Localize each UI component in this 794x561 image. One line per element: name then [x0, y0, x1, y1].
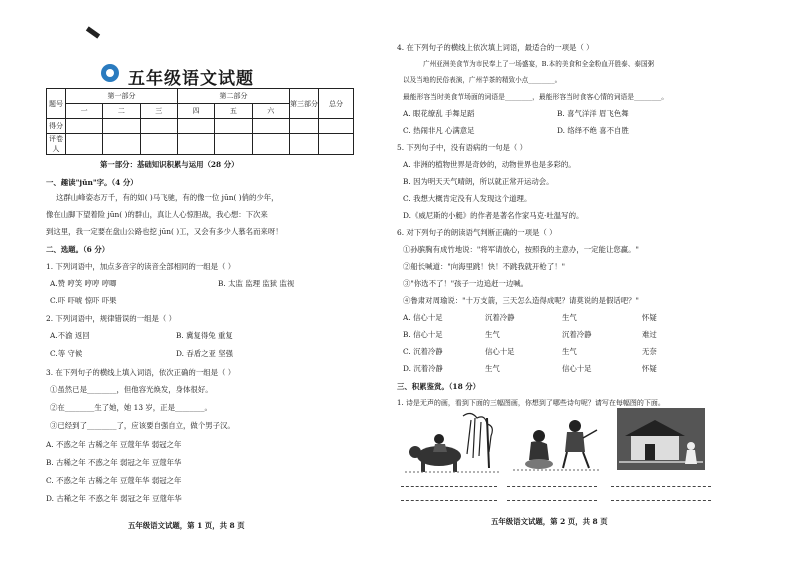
part1-heading: 第一部分：基础知识积累与运用（28 分）: [100, 160, 239, 169]
q2-3-option[interactable]: B. 古稀之年 不惑之年 弱冠之年 豆蔻年华: [46, 458, 182, 467]
q2-3-line: ③已经到了________了，应该要自强自立，做个男子汉。: [50, 421, 235, 430]
q4-stem: 4. 在下列句子的横线上依次填上词语，最适合的一项是（ ）: [397, 43, 594, 52]
q5-option[interactable]: C. 我想大概肯定没有人发现这个道理。: [403, 194, 532, 203]
page-footer: 五年级语文试题，第 2 页，共 8 页: [491, 517, 608, 526]
q4-option[interactable]: C. 热闹非凡 心满意足: [403, 126, 475, 135]
q6-line: ①孙膑胸有成竹地说："将军请放心，按照我的主意办，一定能让您赢。": [403, 245, 639, 254]
q2-1-option[interactable]: B. 太监 监理 监狱 监视: [218, 279, 295, 288]
answer-line[interactable]: [507, 486, 597, 487]
answer-line[interactable]: [401, 486, 497, 487]
q2-1-option[interactable]: C.吓 吓唬 惊吓 吓果: [50, 296, 117, 305]
score-table: 题号 第一部分 第二部分 第三部分 总分 一 二 三 四 五 六 得分 评卷人: [46, 88, 354, 155]
q5-option[interactable]: B. 因为明天天气晴朗，所以就正常开运动会。: [403, 177, 554, 186]
q2-1-option[interactable]: A.赞 哼笑 哼哼 哼唧: [50, 279, 117, 288]
poem-illustration-ox: [401, 412, 505, 474]
q2-2-option[interactable]: A.不渝 返回: [50, 331, 90, 340]
q1-line: 这群山峰姿态万千，有的如( )马飞驰，有的像一位 jūn( )俏的少年，: [56, 193, 279, 202]
q6-line: ③"你选不了！"孩子一边追赶一边喊。: [403, 279, 529, 288]
q5-option[interactable]: D.《威尼斯的小艇》的作者是著名作家马克·吐温写的。: [403, 211, 584, 220]
q6-line: ④鲁肃对周瑜说："十万支箭，三天怎么造得成呢？请莫说的是假话吧？": [403, 296, 639, 305]
q2-2-stem: 2. 下列词语中，规律错误的一组是（ ）: [46, 314, 177, 323]
badge-icon: [96, 62, 124, 84]
poem-illustration-hut: [615, 406, 707, 472]
q2-3-line: ②在________生了她，她 13 岁，正是________。: [50, 403, 212, 412]
q4-option[interactable]: D. 络绎不绝 喜不自胜: [557, 126, 629, 135]
q2-3-option[interactable]: A. 不惑之年 古稀之年 豆蔻年华 弱冠之年: [46, 440, 182, 449]
q2-2-option[interactable]: D. 吞盾之亚 坚强: [176, 349, 234, 358]
q5-option[interactable]: A. 非洲的植物世界是奇妙的，动物世界也是多彩的。: [403, 160, 576, 169]
q2-1-stem: 1. 下列词语中，加点多音字的读音全部相同的一组是（ ）: [46, 262, 236, 271]
answer-line[interactable]: [507, 500, 597, 501]
answer-line[interactable]: [611, 500, 711, 501]
q2-2-option[interactable]: B. 冀复得兔 重复: [176, 331, 233, 340]
q4-option[interactable]: B. 喜气洋洋 眉飞色舞: [557, 109, 629, 118]
q4-option[interactable]: A. 眼花缭乱 手舞足蹈: [403, 109, 475, 118]
q6-stem: 6. 对下列句子的朗读语气判断正确的一项是（ ）: [397, 228, 557, 237]
q4-text: 广州亚洲美食节为市民奉上了一场盛宴，B.本的美食和全金粉血开胜泰、泰国粥: [423, 60, 655, 68]
q2-heading: 二、选题。（6 分）: [46, 245, 110, 254]
answer-line[interactable]: [401, 500, 497, 501]
exam-page-2: 4. 在下列句子的横线上依次填上词语，最适合的一项是（ ） 广州亚洲美食节为市民奉上了一场盛宴，B.本的美食和全金粉血开胜泰、泰国粥 以及当地的民俗表演，广州芋茶的精致小点________。 最能形容当时美食节场面的词语是________，最能形容当时食客心情的词语是________。 A. 眼花缭乱 手舞足蹈 B. 喜气洋洋 眉飞色舞 C. 热闹非凡 心满意足 D. 络绎不绝 喜不自胜 5. 下列句子中，没有语病的一句是（ ） A. 非洲的植物世界是奇妙的，动物世界也是多彩的。 B. 因为明天天气晴朗，所以就正常开运动会。 C. 我想大概肯定没有人发现这个道理。 D.《威尼斯的小艇》的作者是著名作家马克·吐温写的。 6. 对下列句子的朗读语气判断正确的一项是（ ） ①孙膑胸有成竹地说："将军请放心，按照我的主意办，一定能让您赢。" ②船长喊道："向海里跳！快！不跳我就开枪了！" ③"你选不了！"孩子一边追赶一边喊。 ④鲁肃对周瑜说："十万支箭，三天怎么造得成呢？请莫说的是假话吧？" A. 信心十足 沉着冷静 生气 怀疑 B. 信心十足 生气 沉着冷静 难过 C. 沉着冷静 信心十足 生气 无奈 D. 沉着冷静 生气 信心十足 怀疑 三、积累鉴赏。（18 分） 1. 诗是无声的画，看到下面的三幅图画，你想到了哪些诗句呢？请写在每幅图的下面。 五年级语文试题，第 2 页，共 8 页: [397, 0, 794, 561]
poem-illustration-child: [509, 412, 601, 474]
q6-line: ②船长喊道："向海里跳！快！不跳我就开枪了！": [403, 262, 566, 271]
q4-blank-line: 最能形容当时美食节场面的词语是________，最能形容当时食客心情的词语是________。: [403, 93, 669, 101]
page-title: 五年级语文试题: [128, 69, 254, 89]
q1-line: 到这里，我一定要在盘山公路也挖 jūn( )工，又会有多少人慕名而来呀！: [46, 227, 283, 236]
pen-mark-icon: [86, 26, 100, 38]
q4-text: 以及当地的民俗表演，广州芋茶的精致小点________。: [403, 76, 562, 84]
q1-line: 像在山脚下望着险 jūn( )的群山，真让人心惊胆战，我心想：下次来: [46, 210, 268, 219]
q3-1-stem: 1. 诗是无声的画，看到下面的三幅图画，你想到了哪些诗句呢？请写在每幅图的下面。: [397, 399, 665, 407]
q1-heading: 一、趣读"jūn"字。（4 分）: [46, 178, 138, 187]
q3-heading: 三、积累鉴赏。（18 分）: [397, 382, 481, 391]
q5-stem: 5. 下列句子中，没有语病的一句是（ ）: [397, 143, 528, 152]
q2-3-option[interactable]: D. 古稀之年 不惑之年 弱冠之年 豆蔻年华: [46, 494, 182, 503]
q2-3-stem: 3. 在下列句子的横线上填入词语，依次正确的一组是（ ）: [46, 368, 236, 377]
q2-3-line: ①虽然已是________，但他容光焕发，身体很好。: [50, 385, 213, 394]
answer-line[interactable]: [611, 486, 711, 487]
q2-3-option[interactable]: C. 不惑之年 古稀之年 豆蔻年华 弱冠之年: [46, 476, 182, 485]
page-footer: 五年级语文试题，第 1 页，共 8 页: [128, 521, 245, 530]
q2-2-option[interactable]: C.等 守候: [50, 349, 83, 358]
